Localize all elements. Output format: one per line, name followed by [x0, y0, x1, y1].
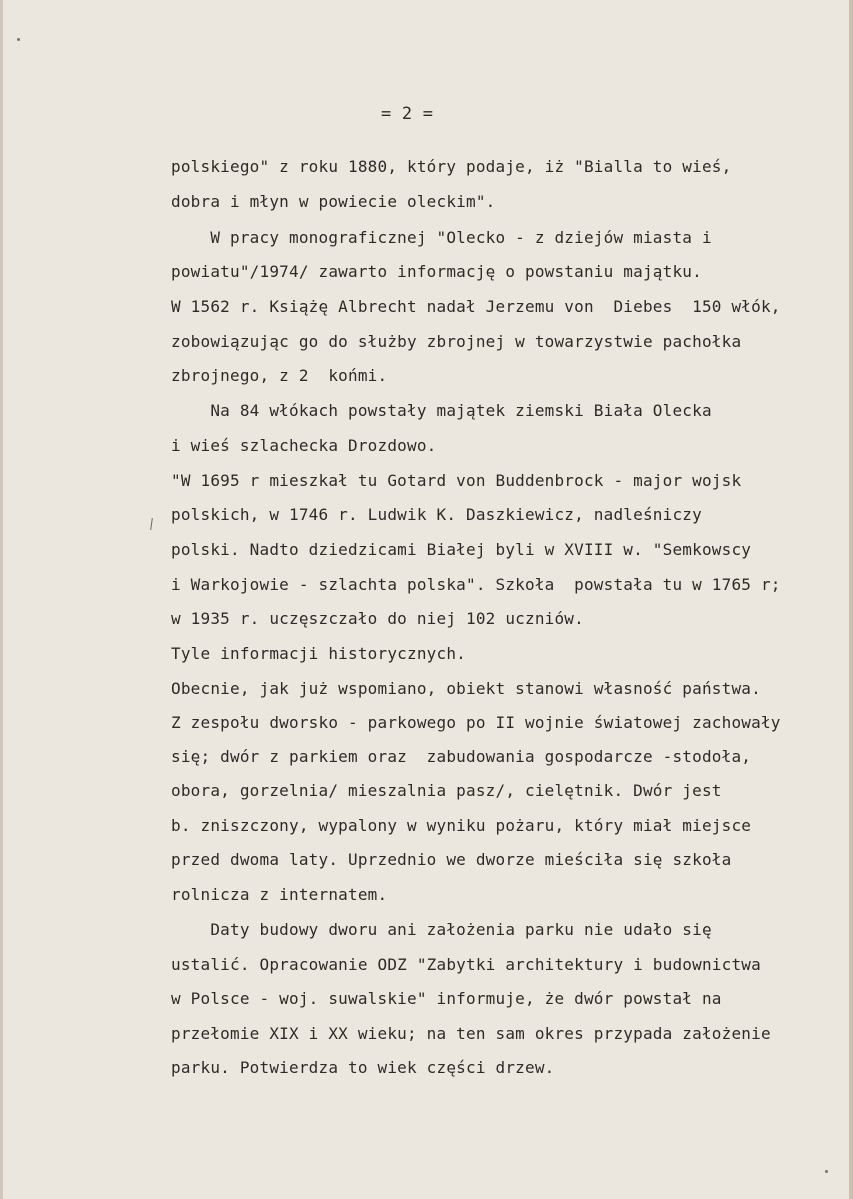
text-line: się; dwór z parkiem oraz zabudowania gospodarcze -stodoła, [171, 747, 752, 766]
text-line: zobowiązując go do służby zbrojnej w towarzystwie pachołka [171, 332, 742, 351]
paper-speck [825, 1170, 828, 1173]
text-line: Tyle informacji historycznych. [171, 644, 466, 663]
text-line: i wieś szlachecka Drozdowo. [171, 436, 437, 455]
text-line: przełomie XIX i XX wieku; na ten sam okres przypada założenie [171, 1024, 771, 1043]
text-line: Z zespołu dworsko - parkowego po II wojnie światowej zachowały [171, 713, 781, 732]
text-line: polski. Nadto dziedzicami Białej byli w XVIII w. "Semkowscy [171, 540, 752, 559]
text-line: parku. Potwierdza to wiek części drzew. [171, 1058, 555, 1077]
text-line: zbrojnego, z 2 końmi. [171, 366, 388, 385]
paper-speck [17, 38, 20, 41]
text-line: powiatu"/1974/ zawarto informację o powstaniu majątku. [171, 262, 702, 281]
text-line: obora, gorzelnia/ mieszalnia pasz/, cielętnik. Dwór jest [171, 781, 722, 800]
text-line: Obecnie, jak już wspomiano, obiekt stanowi własność państwa. [171, 679, 761, 698]
text-line: Daty budowy dworu ani założenia parku nie udało się [171, 920, 712, 939]
text-line: przed dwoma laty. Uprzednio we dworze mieściła się szkoła [171, 850, 732, 869]
text-line: polskiego" z roku 1880, który podaje, iż "Bialla to wieś, [171, 157, 732, 176]
text-line: w 1935 r. uczęszczało do niej 102 uczniów. [171, 609, 584, 628]
text-line: w Polsce - woj. suwalskie" informuje, że dwór powstał na [171, 989, 722, 1008]
text-line: Na 84 włókach powstały majątek ziemski Biała Olecka [171, 401, 712, 420]
text-line: dobra i młyn w powiecie oleckim". [171, 192, 496, 211]
text-line: "W 1695 r mieszkał tu Gotard von Buddenbrock - major wojsk [171, 471, 742, 490]
text-line: polskich, w 1746 r. Ludwik K. Daszkiewicz, nadleśniczy [171, 505, 702, 524]
text-line: rolnicza z internatem. [171, 885, 388, 904]
text-line: i Warkojowie - szlachta polska". Szkoła powstała tu w 1765 r; [171, 575, 781, 594]
text-line: W 1562 r. Książę Albrecht nadał Jerzemu von Diebes 150 włók, [171, 297, 781, 316]
text-line: W pracy monograficznej "Olecko - z dziejów miasta i [171, 228, 712, 247]
text-line: b. zniszczony, wypalony w wyniku pożaru, który miał miejsce [171, 816, 752, 835]
text-line: ustalić. Opracowanie ODZ "Zabytki architektury i budownictwa [171, 955, 761, 974]
margin-pencil-mark [150, 518, 153, 530]
page-number: = 2 = [381, 104, 434, 124]
